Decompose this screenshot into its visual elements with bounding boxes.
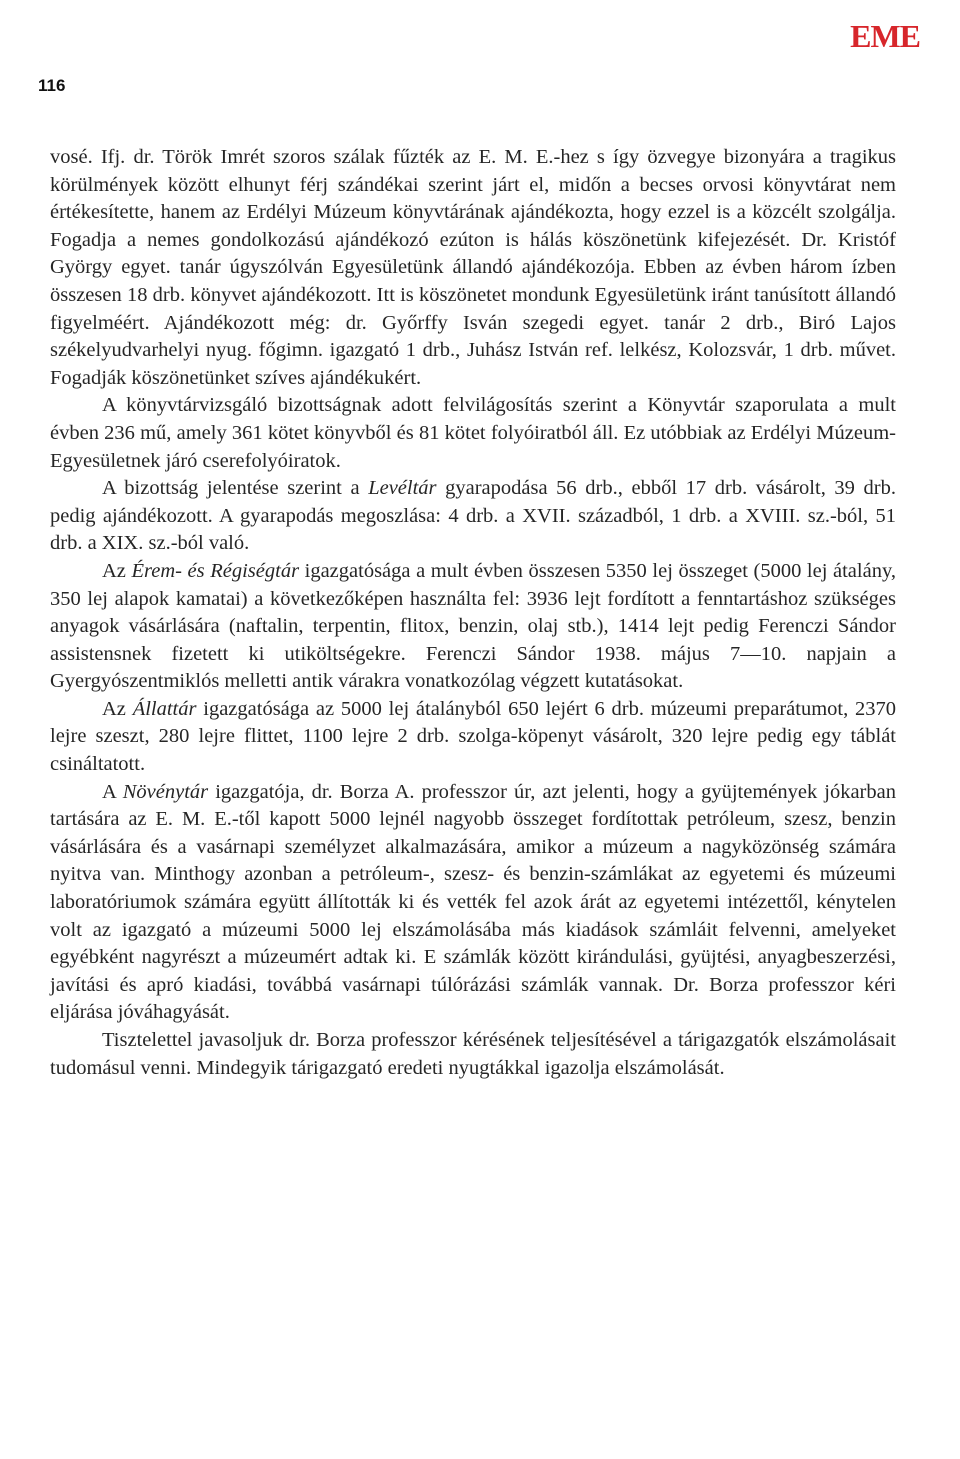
document-body <box>50 144 896 1082</box>
paragraph-zoology <box>50 696 896 779</box>
text-run: igazgatósága a mult évben összesen 5350 lej összeget (5000 lej átalány, 350 lej alapok kamatai) a következőképen használta fel: 3936 lejt fordított a fenntartáshoz szükséges anyagok vásárlására (naftalin, terpentin, flitox, benzin, olaj stb.), 1414 lejt pedig Ferenczi Sándor assistensnek fizetett ki utiköltségekre. Ferenczi Sándor 1938. május 7—10. napjain a Gyergyószentmiklós melletti antik várakra vonatkozólag végzett kutatásokat. <box>50 559 896 693</box>
paragraph-library-growth <box>50 392 896 475</box>
text-run: A bizottság jelentése szerint a <box>102 477 369 500</box>
page-number: 116 <box>38 76 66 95</box>
text-run: A <box>102 780 123 803</box>
text-run: igazgatósága az 5000 lej átalányból 650 lejért 6 drb. múzeumi preparátumot, 2370 lejre szeszt, 280 lejre flittet, 1100 lejre 2 drb. szolga-köpenyt vásárolt, 320 lejre pedig egy táblát csináltatott. <box>50 697 896 776</box>
paragraph-proposal <box>50 1027 896 1082</box>
text-run: Tisztelettel javasoljuk dr. Borza professzor kérésének teljesítésével a tárigazgatók elszámolásait tudomásul venni. Mindegyik tárigazgató eredeti nyugtákkal igazolja elszámolását. <box>50 1029 896 1079</box>
paragraph-archive <box>50 475 896 558</box>
text-run: vosé. Ifj. dr. Török Imrét szoros szálak fűzték az E. M. E.-hez s így özvegye bizonyára a tragikus körülmények között elhunyt férj szándékai szerint járt el, midőn a becses orvosi könyvtárat nem értékesítette, hanem az Erdélyi Múzeum könyvtárának ajándékozta, hogy ezzel is a közcélt szolgálja. Fogadja a nemes gondolkozású ajándékozó ezúton is hálás köszönetünk kifejezését. Dr. Kristóf György egyet. tanár úgyszólván Egyesületünk állandó ajándékozója. Ebben az évben három ízben összesen 18 drb. könyvet ajándékozott. Itt is köszönetet mondunk Egyesületünk iránt tanúsított állandó figyelméért. Ajándékozott még: dr. Győrffy Isván szegedi egyet. tanár 2 drb., Biró Lajos székelyudvarhelyi nyug. főgimn. igazgató 1 drb., Juhász István ref. lelkész, Kolozsvár, 1 drb. művet. Fogadják köszönetünket szíves ajándékukért. <box>50 146 896 389</box>
paragraph-coin-collection <box>50 558 896 696</box>
collection-name: Állattár <box>132 697 197 720</box>
collection-name: Növénytár <box>122 780 209 803</box>
collection-name: Érem- és Régiségtár <box>131 559 300 582</box>
paragraph-gift-library <box>50 144 896 392</box>
text-run: igazgatója, dr. Borza A. professzor úr, azt jelenti, hogy a gyüjtemények jókarban tartására az E. M. E.-től kapott 5000 lejnél nagyobb összeget fordítottak petróleum, szesz, benzin vásárlására és a vasárnapi személyzet alkalmazására, amikor a múzeum a nagyközönség számára nyitva van. Minthogy azonban a petróleum-, szesz- és benzin-számlákat az egyetemi és múzeumi laboratóriumok számára együtt állították ki és vették fel azok árát az egyetemi intézettől, kénytelen volt az igazgató a múzeumi 5000 lej elszámolásába más kiadások számláit felvenni, amelyeket egyébként nagyrészt a múzeumért adtak ki. E számlák között kirándulási, gyüjtési, anyagbeszerzési, javítási és apró kiadási, továbbá vasárnapi túlórázási számlák vannak. Dr. Borza professzor kéri eljárása jóváhagyását. <box>50 780 896 1024</box>
text-run: Az <box>102 559 132 582</box>
text-run: A könyvtárvizsgáló bizottságnak adott felvilágosítás szerint a Könyvtár szaporulata a mult évben 236 mű, amely 361 kötet könyvből és 81 kötet folyóiratból áll. Ez utóbbiak az Erdélyi Múzeum-Egyesületnek járó cserefolyóiratok. <box>50 394 896 472</box>
eme-logo: EME <box>850 18 920 54</box>
text-run: gyarapodása 56 drb., ebből 17 drb. vásárolt, 39 drb. pedig ajándékozott. A gyarapodás megoszlása: 4 drb. a XVII. századból, 1 drb. a XVIII. sz.-ból, 51 drb. a XIX. sz.-ból való. <box>50 477 896 555</box>
paragraph-botany <box>50 779 896 1027</box>
collection-name: Levéltár <box>368 477 437 500</box>
text-run: Az <box>102 697 133 720</box>
